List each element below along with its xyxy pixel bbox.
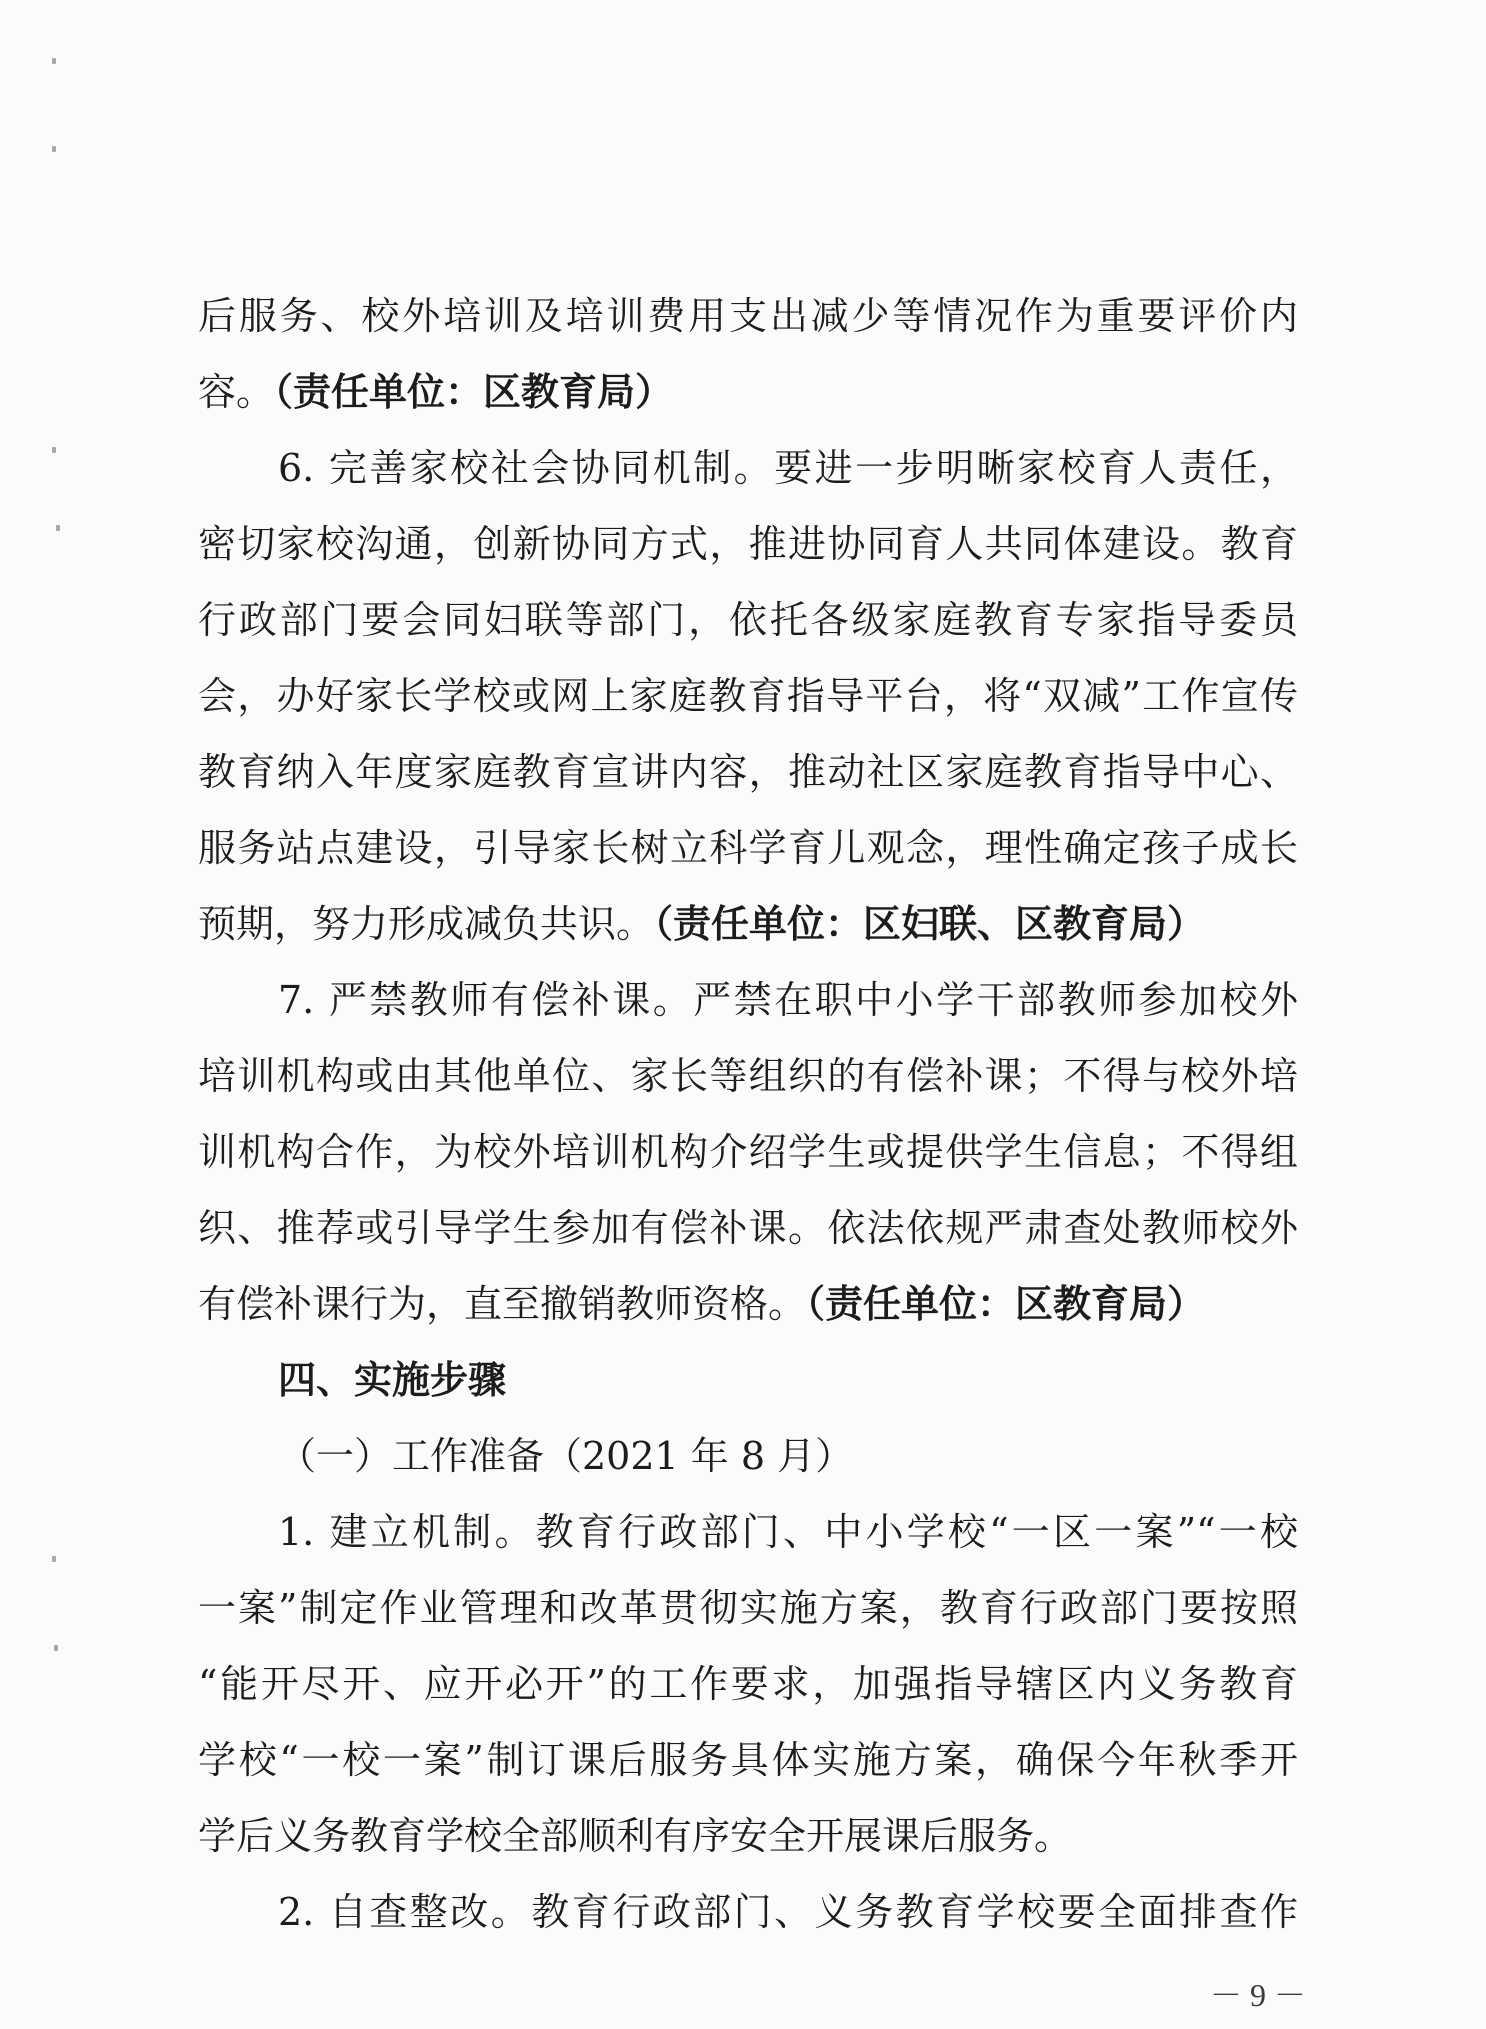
line-text: 织、推荐或引导学生参加有偿补课。依法依规严肃查处教师校外 (198, 1206, 1298, 1250)
text-line (198, 658, 1298, 734)
line-text: 1. 建立机制。教育行政部门、中小学校“一区一案”“一校 (278, 1510, 1298, 1554)
scan-speck (52, 447, 56, 453)
scan-speck (52, 58, 56, 64)
line-text: 四、实施步骤 (278, 1358, 507, 1402)
text-line (198, 1494, 1298, 1570)
text-line (198, 810, 1298, 886)
line-text: 预期，努力形成减负共识。 (198, 902, 655, 946)
line-text: 密切家校沟通，创新协同方式，推进协同育人共同体建设。教育 (198, 522, 1298, 566)
text-line (198, 506, 1298, 582)
line-text: 会，办好家长学校或网上家庭教育指导平台，将“双减”工作宣传 (198, 674, 1298, 718)
text-line (198, 1798, 1298, 1874)
line-text: 有偿补课行为，直至撤销教师资格。 (198, 1282, 807, 1326)
text-line (198, 354, 1298, 430)
text-line (198, 1114, 1298, 1190)
text-line (198, 1722, 1298, 1798)
responsible-unit: （责任单位：区妇联、区教育局） (654, 901, 1206, 946)
scan-speck (52, 1556, 56, 1562)
text-line (198, 1266, 1298, 1342)
scan-speck (56, 525, 60, 531)
line-text: 训机构合作，为校外培训机构介绍学生或提供学生信息；不得组 (198, 1130, 1298, 1174)
line-text: 学后义务教育学校全部顺利有序安全开展课后服务。 (198, 1814, 1073, 1858)
page-number: － 9 － (1210, 1977, 1307, 2013)
text-line (198, 962, 1298, 1038)
line-text: 6. 完善家校社会协同机制。要进一步明晰家校育人责任， (278, 446, 1298, 490)
text-line (198, 1190, 1298, 1266)
text-line (198, 1570, 1298, 1646)
text-line (198, 886, 1298, 962)
line-text: 一案”制定作业管理和改革贯彻实施方案，教育行政部门要按照 (198, 1586, 1298, 1630)
text-line (198, 278, 1298, 354)
text-line (198, 1874, 1298, 1950)
line-text: 2. 自查整改。教育行政部门、义务教育学校要全面排查作 (278, 1890, 1298, 1934)
text-line (198, 1418, 1298, 1494)
text-line (198, 1646, 1298, 1722)
text-line (198, 430, 1298, 506)
line-text: 培训机构或由其他单位、家长等组织的有偿补课；不得与校外培 (198, 1054, 1298, 1098)
responsible-unit: （责任单位：区教育局） (274, 369, 674, 414)
line-text: （一）工作准备（2021 年 8 月） (278, 1434, 854, 1478)
scan-speck (52, 146, 56, 152)
text-line (198, 582, 1298, 658)
document-body (198, 278, 1298, 1950)
line-text: 后服务、校外培训及培训费用支出减少等情况作为重要评价内 (198, 294, 1298, 338)
line-text: 学校“一校一案”制订课后服务具体实施方案，确保今年秋季开 (198, 1738, 1298, 1782)
scan-speck (54, 1645, 58, 1651)
text-line (198, 1342, 1298, 1418)
responsible-unit: （责任单位：区教育局） (806, 1281, 1206, 1326)
line-text: 行政部门要会同妇联等部门，依托各级家庭教育专家指导委员 (198, 598, 1298, 642)
line-text: 容。 (198, 370, 275, 414)
text-line (198, 1038, 1298, 1114)
line-text: 教育纳入年度家庭教育宣讲内容，推动社区家庭教育指导中心、 (198, 750, 1298, 794)
line-text: “能开尽开、应开必开”的工作要求，加强指导辖区内义务教育 (198, 1662, 1298, 1706)
line-text: 服务站点建设，引导家长树立科学育儿观念，理性确定孩子成长 (198, 826, 1298, 870)
line-text: 7. 严禁教师有偿补课。严禁在职中小学干部教师参加校外 (278, 978, 1298, 1022)
text-line (198, 734, 1298, 810)
